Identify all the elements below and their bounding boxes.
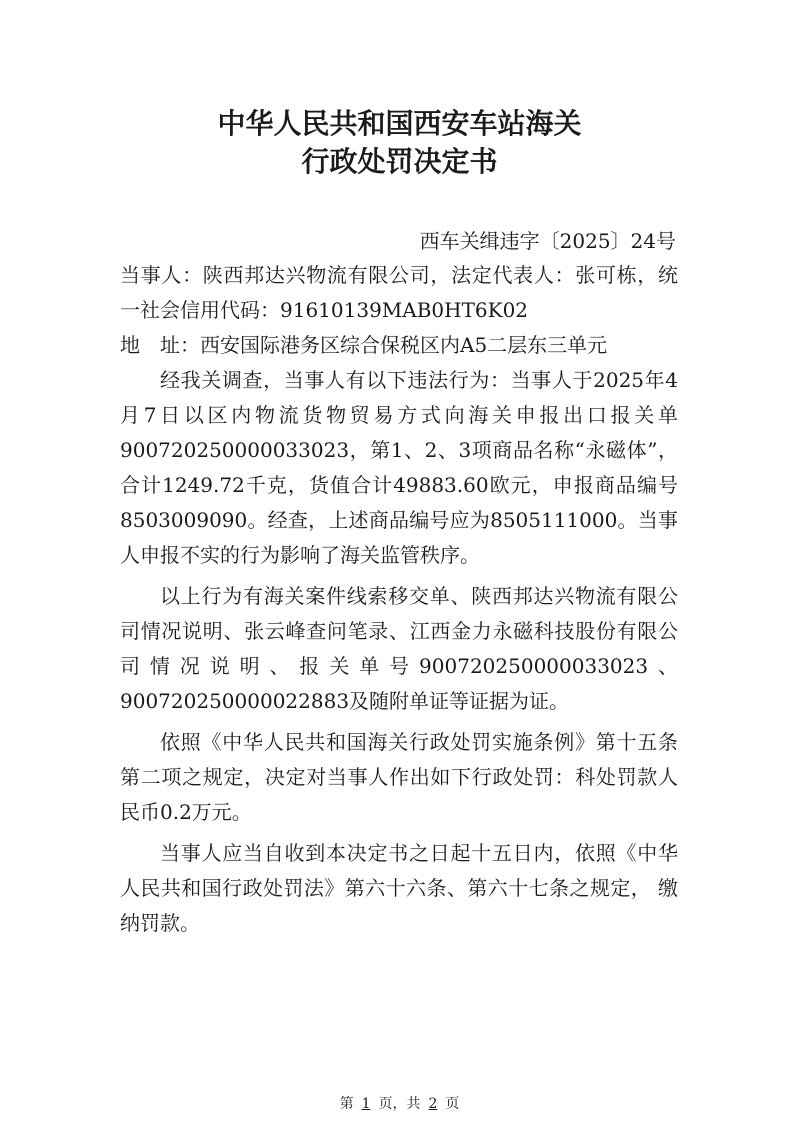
document-title-line2: 行政处罚决定书	[301, 145, 498, 178]
party-info: 当事人：陕西邦达兴物流有限公司，法定代表人：张可栋，统一社会信用代码：91610139MAB0HT6K02	[120, 263, 678, 322]
document-title-line1: 中华人民共和国西安车站海关	[217, 107, 582, 140]
paragraph-violation: 经我关调查，当事人有以下违法行为：当事人于2025年4月7日以区内物流货物贸易方式向海关申报出口报关单900720250000033023，第1、2、3项商品名称“永磁体”，合计1249.72千克，货值合计49883.60欧元，申报商品编号8503009090。经查，上述商品编号应为8505111000。当事人申报不实的行为影响了海关监管秩序。	[120, 368, 678, 567]
footer-suffix: 页	[445, 1096, 460, 1112]
document-body	[120, 258, 678, 941]
footer-middle: 页，共	[378, 1096, 421, 1112]
paragraph-evidence: 以上行为有海关案件线索移交单、陕西邦达兴物流有限公司情况说明、张云峰查问笔录、江西金力永磁科技股份有限公司情况说明、报关单号900720250000033023、900720250000022883及随附单证等证据为证。	[120, 584, 678, 713]
footer-page-number: 1	[361, 1096, 371, 1112]
paragraph-penalty: 依照《中华人民共和国海关行政处罚实施条例》第十五条第二项之规定，决定对当事人作出如下行政处罚：科处罚款人民币0.2万元。	[120, 730, 678, 824]
page-footer	[0, 1094, 799, 1114]
paragraph-payment: 当事人应当自收到本决定书之日起十五日内，依照《中华人民共和国行政处罚法》第六十六条、第六十七条之规定， 缴纳罚款。	[120, 841, 678, 935]
address-label: 地 址：	[120, 333, 200, 357]
address-line	[120, 328, 678, 363]
document-number: 西车关缉违字〔2025〕24号	[419, 229, 676, 253]
address-value: 西安国际港务区综合保税区内A5二层东三单元	[200, 333, 608, 357]
footer-total-pages: 2	[428, 1096, 438, 1112]
footer-prefix: 第	[339, 1096, 354, 1112]
